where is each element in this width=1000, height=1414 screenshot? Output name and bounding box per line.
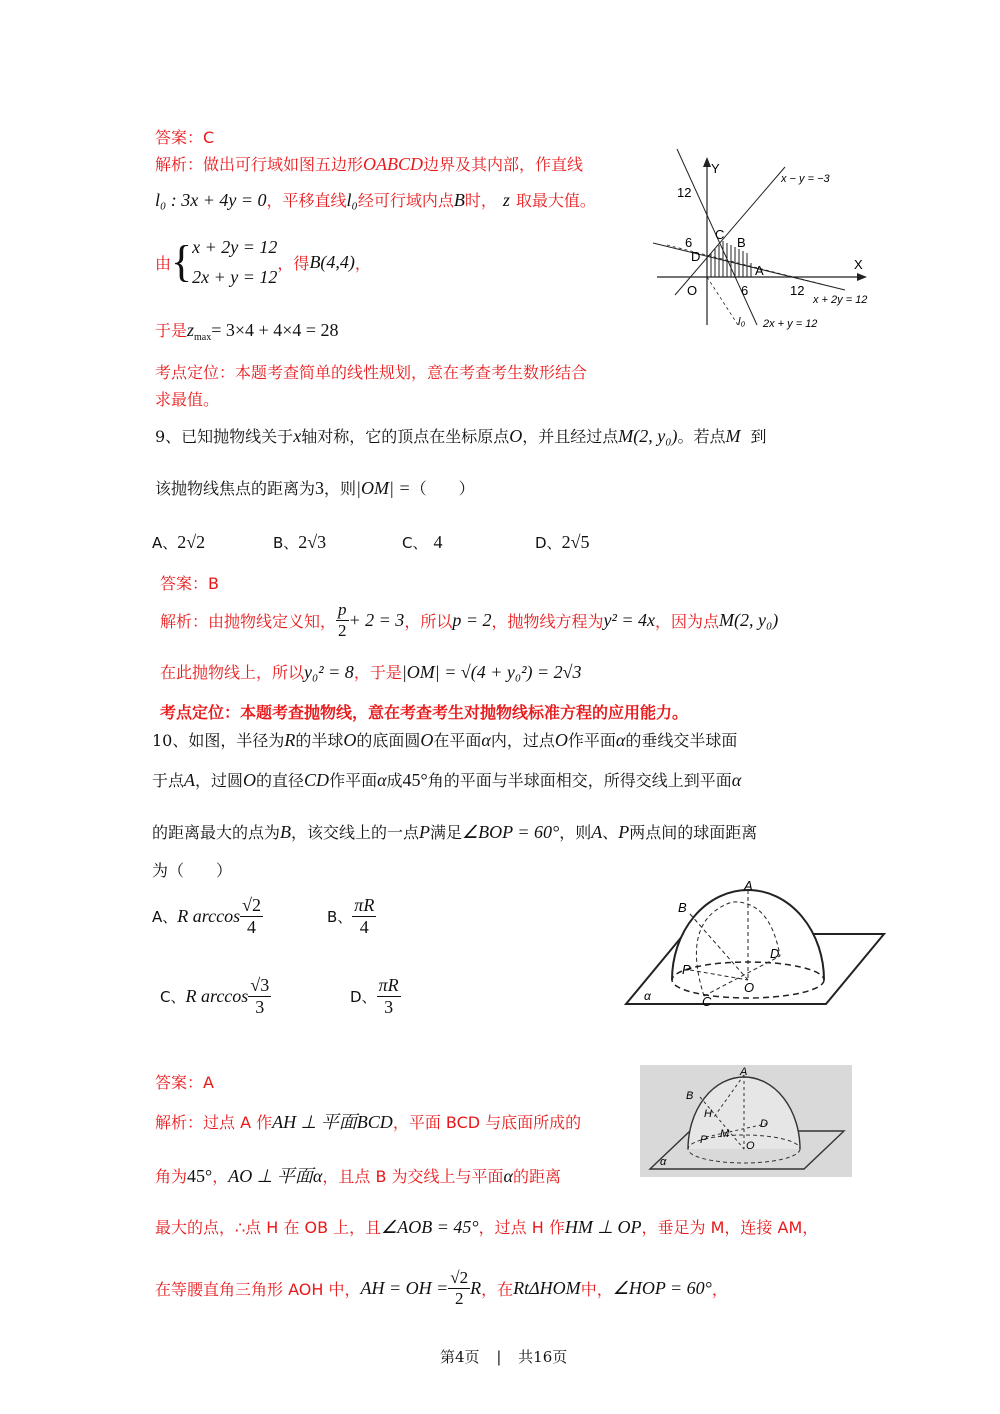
q8-text-c: 时， — [464, 191, 497, 210]
footer-separator: | — [496, 1348, 502, 1366]
q8-eq2: 2x + y = 12 — [192, 267, 278, 287]
q8-text: ，平移直线 — [266, 191, 347, 210]
q9-analysis-line1 — [160, 600, 778, 641]
q9-stem2-c: ，则 — [324, 479, 357, 498]
q8-get: ，得 — [277, 253, 310, 273]
q9-option-c: C、 4 — [402, 532, 443, 552]
label-m-2: M — [720, 1128, 730, 1140]
line-x-minus-y-label: x − y = −3 — [781, 173, 830, 185]
footer-page: 第4页 — [440, 1348, 480, 1366]
q8-feasible-region-graph — [645, 145, 885, 335]
q8-b-point: B(4,4) — [309, 251, 355, 272]
q10-answer: 答案：A — [155, 1073, 214, 1092]
label-a-2: A — [740, 1066, 748, 1078]
q9-an1f: ，因为点 — [655, 612, 720, 631]
q9-an2c: ，于是 — [353, 663, 402, 682]
q10-stem-line3: 的距离最大的点为B，该交线上的一点P满足∠BOP = 60°，则A、P两点间的球面距离 — [152, 822, 758, 842]
q9-m: M — [725, 426, 741, 446]
q9-parabola-eq: y² = 4x — [603, 610, 656, 630]
q9-stem-a: 9、已知抛物线关于 — [155, 427, 294, 446]
q9-y0sq: y₀² = 8 — [304, 662, 354, 682]
q8-you: 由 — [155, 253, 172, 273]
q9-analysis-line2 — [160, 660, 582, 683]
q9-stem-g: 。若点 — [677, 427, 726, 446]
q9-an1b: ，所以 — [404, 612, 453, 631]
label-b-2: B — [686, 1090, 694, 1102]
line-x-2y-12 — [653, 243, 845, 290]
line-2x-y-label: 2x + y = 12 — [763, 318, 818, 330]
line-l0 — [707, 277, 738, 325]
q8-z: z — [502, 190, 510, 210]
q8-line-l0: l₀ : 3x + 4y = 0 — [155, 190, 267, 210]
q9-answer: 答案：B — [160, 574, 219, 593]
q9-p-eq: p = 2 — [452, 610, 492, 630]
q8-b: B — [453, 190, 465, 210]
q8-text-b: 经可行域内点 — [357, 191, 454, 210]
x-axis-arrow — [857, 273, 867, 281]
q9-stem-i: 到 — [750, 427, 767, 446]
q8-polygon: OABCD — [363, 154, 424, 174]
q9-three: 3 — [315, 478, 325, 498]
q9-om: |OM| = — [356, 478, 411, 498]
q8-system — [155, 232, 371, 292]
label-c: C — [702, 994, 712, 1009]
q9-option-b: B、2√3 — [273, 532, 327, 552]
q10-stem-line2: 于点A，过圆O的直径CD作平面α成45°角的平面与半球面相交，所得交线上到平面α — [152, 770, 742, 790]
line-x-minus-y — [675, 167, 785, 295]
q10-hemisphere-figure — [620, 880, 890, 1010]
q9-frac-p2: $\frac{p}{2}$ — [338, 600, 347, 640]
q9-om-result: |OM| = √(4 + y₀²) = 2√3 — [401, 662, 582, 682]
q8-analysis-line1 — [155, 152, 583, 175]
q10-solution-figure — [640, 1065, 852, 1177]
q9-m-point: M(2, y₀) — [618, 426, 678, 446]
page-footer — [440, 1346, 567, 1367]
q9-an1: 解析：由抛物线定义知， — [160, 612, 337, 631]
label-d: D — [770, 946, 780, 961]
origin-label: O — [687, 283, 698, 298]
q8-zmax-sub: max — [194, 332, 212, 344]
q10-analysis-line1: 解析：过点 A 作AH ⊥ 平面BCD，平面 BCD 与底面所成的 — [155, 1112, 582, 1132]
q9-paren: （ ） — [410, 479, 475, 498]
q9-stem-line1 — [155, 424, 766, 447]
q8-eq1: x + 2y = 12 — [192, 237, 278, 257]
q9-an1d: ，抛物线方程为 — [491, 612, 604, 631]
label-d-2: D — [760, 1118, 768, 1130]
q8-l0: l₀ — [346, 190, 358, 210]
label-h-2: H — [704, 1108, 712, 1120]
point-c-label: C — [715, 227, 725, 242]
q10-option-b: B、 $\frac{\pi R}{4}$ — [327, 895, 375, 937]
point-d-label: D — [691, 249, 701, 264]
q8-text-d: 取最大值。 — [515, 191, 596, 210]
line-x-2y-label: x + 2y = 12 — [813, 294, 868, 306]
label-p-2: P — [700, 1134, 708, 1146]
point-a-label: A — [755, 263, 764, 278]
q8-analysis-text: 解析：做出可行域如图五边形 — [155, 155, 364, 174]
q9-option-d: D、2√5 — [535, 532, 590, 552]
q10-option-c: C、 R arccos $\frac{√3}{3}$ — [160, 975, 270, 1017]
l0-label: l₀ — [738, 316, 746, 328]
q10-option-a: A、 R arccos $\frac{√2}{4}$ — [152, 895, 261, 937]
q9-m-point-2: M(2, y₀) — [719, 610, 779, 630]
y-tick-6: 6 — [685, 235, 693, 250]
label-p: P — [682, 962, 691, 977]
q8-point-1: 考点定位：本题考查简单的线性规划，意在考查考生数形结合 — [155, 363, 588, 382]
y-tick-12: 12 — [677, 185, 692, 200]
q9-an1-eq: + 2 = 3 — [348, 610, 405, 630]
q9-x: x — [293, 426, 302, 446]
x-label: X — [854, 257, 863, 272]
q10-analysis-line3: 最大的点，∴点 H 在 OB 上，且∠AOB = 45°，过点 H 作HM ⊥ OP，垂足为 M，连接 AM， — [155, 1217, 819, 1237]
label-alpha-2: α — [660, 1156, 667, 1168]
label-b: B — [678, 900, 687, 915]
label-o-2: O — [746, 1140, 755, 1152]
y-label: Y — [711, 161, 720, 176]
q9-point: 考点定位：本题考查抛物线，意在考查考生对抛物线标准方程的应用能力。 — [160, 703, 689, 722]
q10-stem-line4: 为（ ） — [152, 861, 233, 880]
x-tick-6: 6 — [741, 283, 749, 298]
q9-stem-c: 轴对称，它的顶点在坐标原点 — [301, 427, 510, 446]
q8-zmax-expr: = 3×4 + 4×4 = 28 — [211, 320, 339, 340]
y-axis-arrow — [703, 157, 711, 167]
q8-answer: 答案：C — [155, 128, 215, 147]
q8-zmax: z — [187, 320, 195, 340]
q8-zmax-prefix: 于是 — [155, 321, 188, 340]
q8-point-2: 求最值。 — [155, 390, 220, 409]
q9-an2: 在此抛物线上，所以 — [160, 663, 305, 682]
q10-analysis-line4: 在等腰直角三角形 AOH 中， AH = OH = $\frac{√2}{2}$ R ，在 RtΔHOM 中， ∠HOP = 60° ， — [155, 1268, 728, 1308]
point-b-label: B — [737, 235, 746, 250]
label-a: A — [744, 880, 753, 893]
q8-zmax-line — [155, 318, 339, 343]
q9-stem-line2 — [155, 476, 475, 499]
label-o: O — [744, 980, 755, 995]
q10-stem-line1: 10、如图，半径为R的半球O的底面圆O在平面α内，过点O作平面α的垂线交半球面 — [152, 730, 738, 750]
x-tick-12: 12 — [790, 283, 805, 298]
q8-equations — [192, 232, 277, 292]
q9-option-a: A、2√2 — [152, 532, 206, 552]
q8-brace: { — [171, 237, 193, 286]
q9-stem2-a: 该抛物线焦点的距离为 — [155, 479, 316, 498]
q9-o: O — [509, 426, 523, 446]
q10-option-d: D、 $\frac{\pi R}{3}$ — [350, 975, 399, 1017]
q8-analysis-line2 — [155, 188, 596, 211]
q10-analysis-line2: 角为45°，AO ⊥ 平面α，且点 B 为交线上与平面α的距离 — [155, 1166, 561, 1186]
q8-analysis-text-b: 边界及其内部，作直线 — [423, 155, 584, 174]
footer-total: 共16页 — [518, 1348, 568, 1366]
label-alpha: α — [644, 989, 651, 1003]
q9-stem-e: ，并且经过点 — [522, 427, 619, 446]
q8-comma: ， — [354, 253, 371, 273]
